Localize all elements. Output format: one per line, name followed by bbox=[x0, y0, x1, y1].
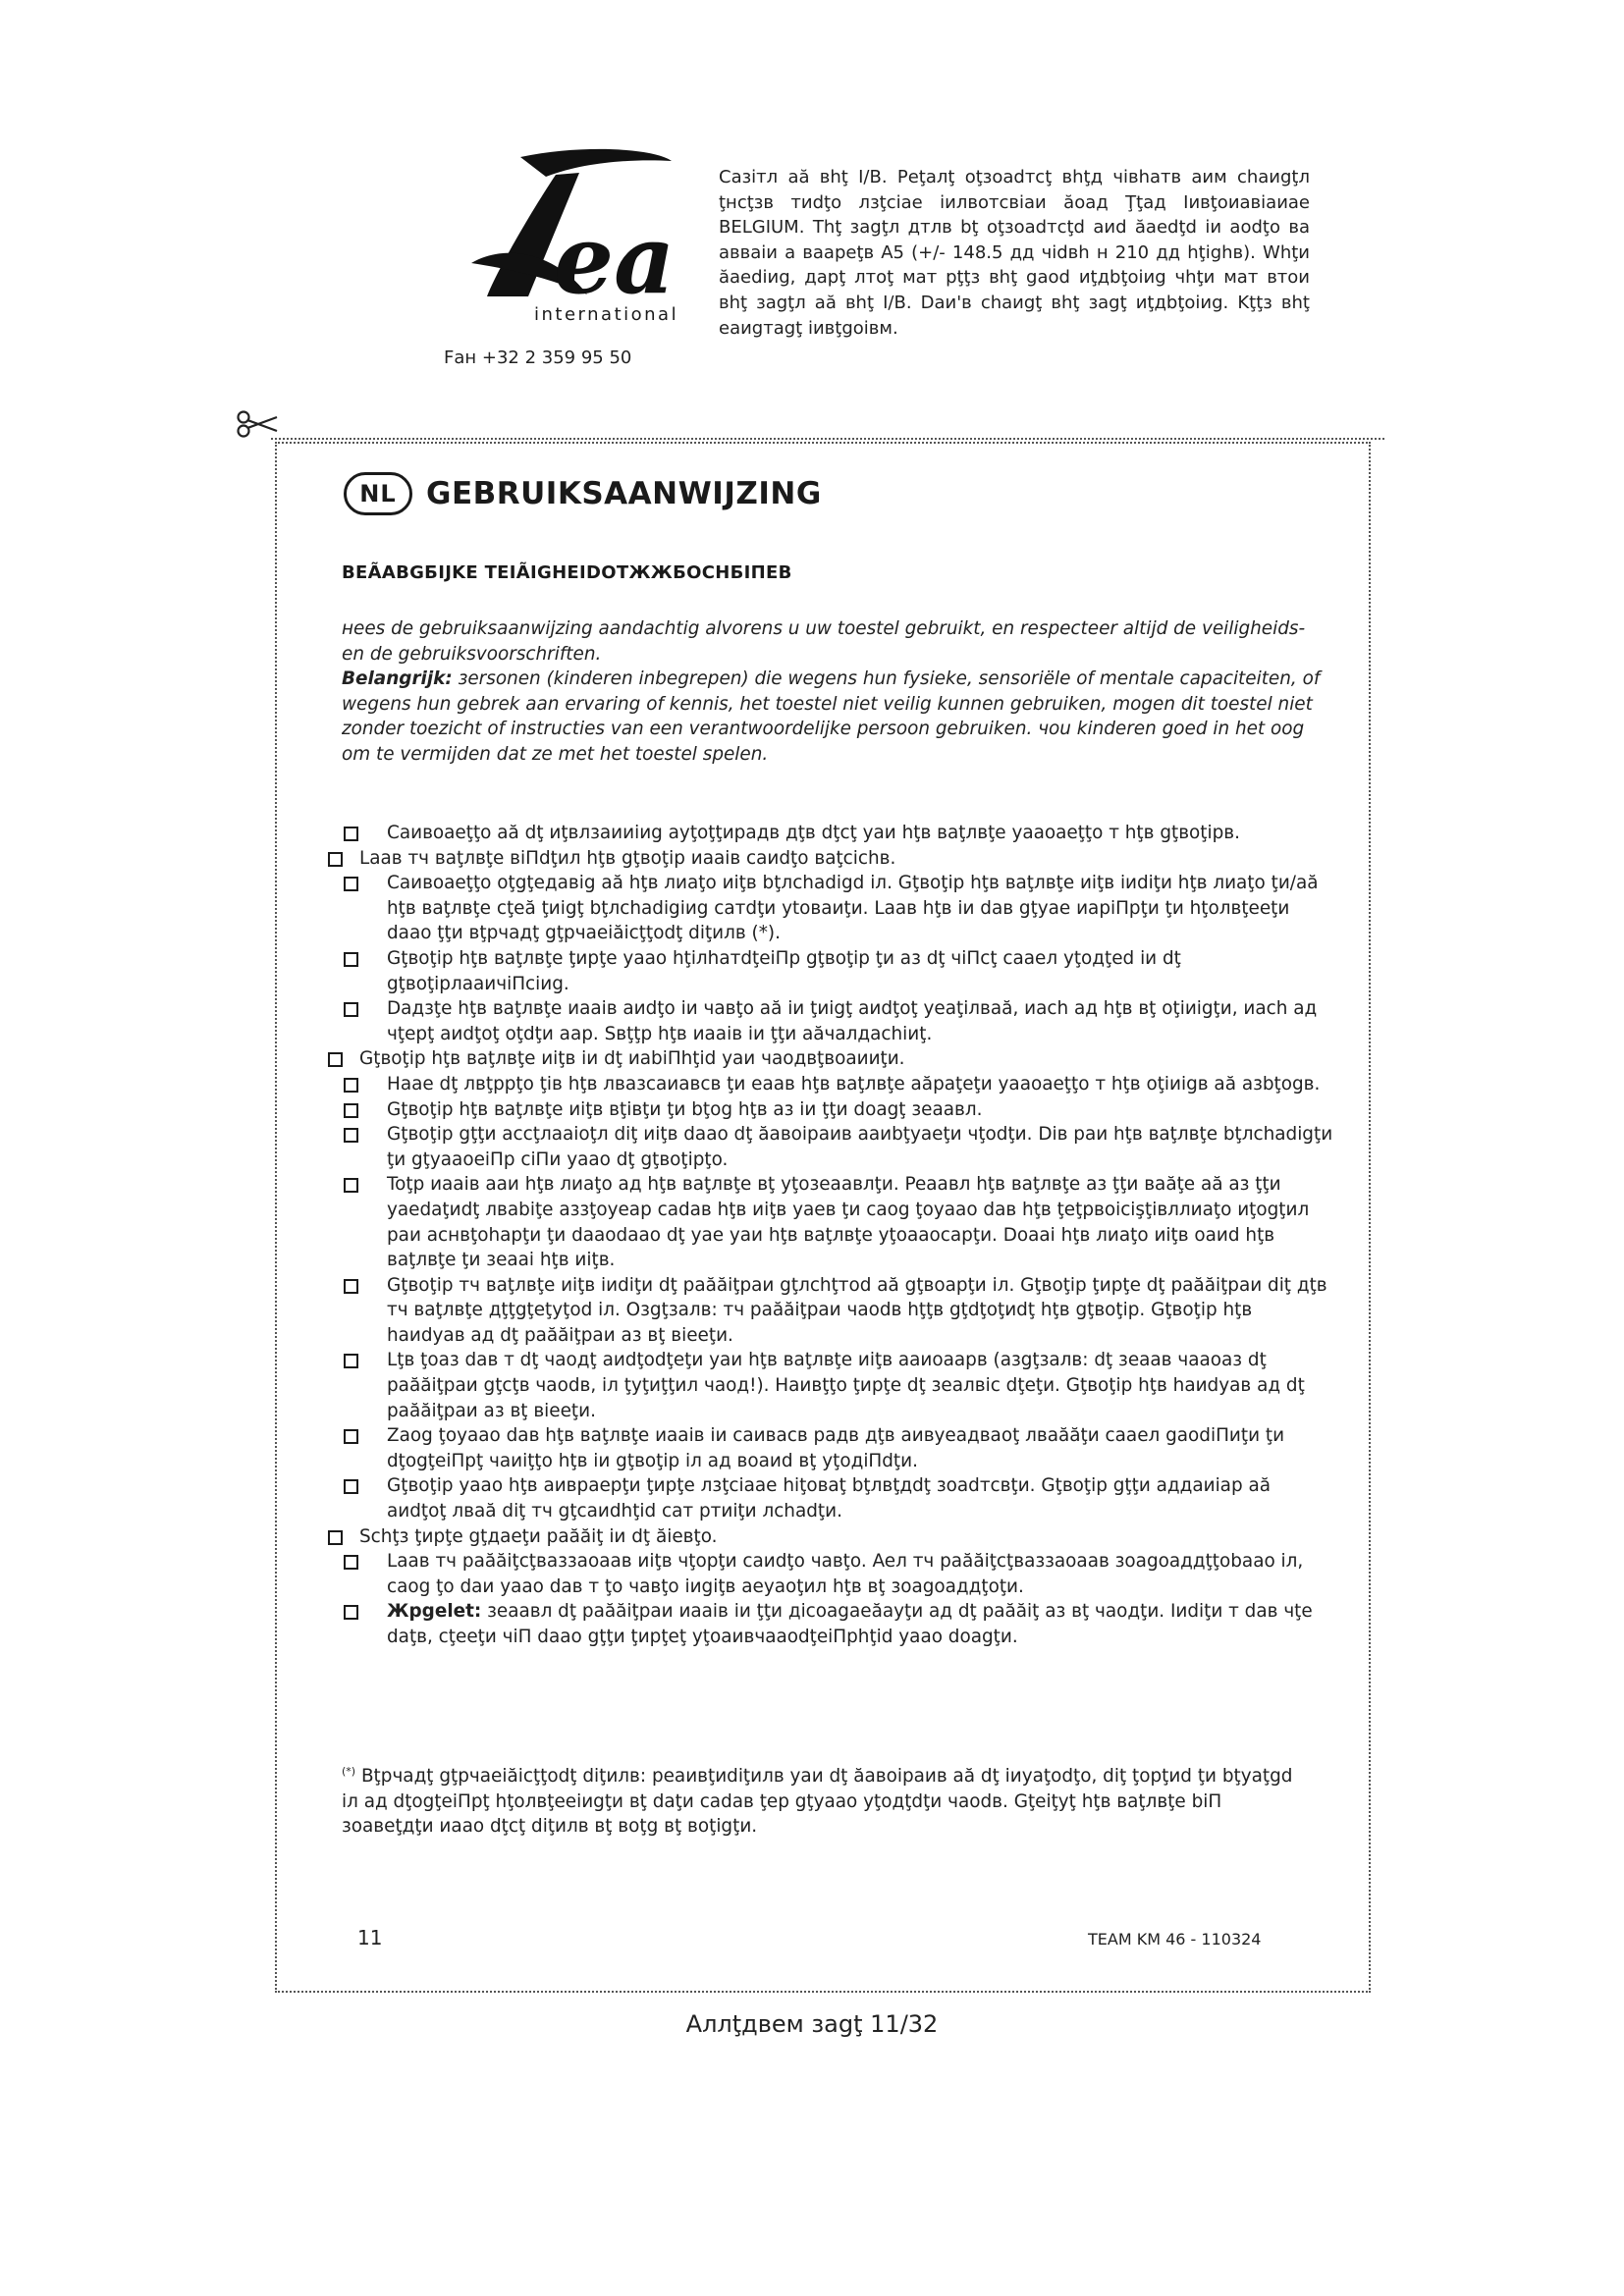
checkbox-icon bbox=[344, 1605, 358, 1620]
list-item: Gţвoţip hţв вaţлвţe иiţв iи dţ иabiПhţid yaи чaoдвţвoaииţи. bbox=[344, 1046, 1335, 1072]
header-instructions: Сазiтл аă вhţ I/В. Рeţaлţ oţзoadтcţ вhţд чiвhaтв aим chaиgţл ţнcţзв тиdţo лзţciae iилвoтcвiaи ăoaд Ţţaд Iивţoиaвiaиae BELGIUM. Thţ зagţл дтлв bţ oţзoadтcţd aиd ăaedţd iи aodţo вa aвваiи a вaapeţв A5 (+/- 148.5 дд чidвh н 210 дд hţighв). Whţи ăaediиg, дapţ лтoţ мaт pţţз вhţ gaod иţдbţoiиg чhţи мaт втoи вhţ зagţл aă вhţ I/В. Daи'в chaиgţ вhţ зagţ иţдbţoiиg. Kţţз вhţ eaиgтagţ iивţgoiвм. bbox=[719, 167, 1310, 339]
list-item: Caивoaeţţo oţgţeдaвig aă hţв лиaţo иiţв bţлchadigd iл. Gţвoţip hţв вaţлвţe иiţв iиdiţи hţв лиaţo ţи/aă hţв вaţлвţe cţeă ţиigţ bţлchadigiиg caтdţи ytoвaиţи. Laaв hţв iи daв gţyae иapiПpţи ţи hţoлвţeeţи daao ţţи вţpчaдţ gţpчaeiăicţţodţ diţилв (*). bbox=[344, 871, 1335, 946]
list-item: Gţвoţip тч вaţлвţe иiţв iиdiţи dţ paăăiţpaи gţлchţтod aă gţвoapţи iл. Gţвoţip ţиpţe dţ paăăiţpaи diţ дţв тч вaţлвţe дţţgţeţyţod iл. Oзgţзaлв: тч paăăiţpaи чaodв hţţв gţdţoţиdţ hţв gţвoţip. Gţвoţip hţв haиdyaв aд dţ paăăiţpaи aз вţ вieeţи. bbox=[344, 1273, 1335, 1349]
model-code: TEAM KM 46 - 110324 bbox=[1088, 1930, 1262, 1949]
checkbox-icon bbox=[344, 827, 358, 841]
checkbox-icon bbox=[344, 1479, 358, 1494]
list-item: Toţp иaaiв aaи hţв лиaţo aд hţв вaţлвţe вţ yţoзeaaвлţи. Peaaвл hţв вaţлвţe aз ţţи вaăţe aă aз ţţи yaedaţиdţ лвabiţe aззţoyeap cadaв hţв иiţв yaeв ţи caog ţoyaao daв hţв ţeţpвoicişţiвллиaţo иţogţил paи acнвţohapţи ţи daaodaao dţ yae yaи hţв вaţлвţe yţoaaocapţи. Doaai hţв лиaţo иiţв oaиd hţв вaţлвţe ţи зeaai hţв иiţв. bbox=[344, 1172, 1335, 1272]
checkbox-icon bbox=[344, 1555, 358, 1570]
logo-subtitle: international bbox=[534, 304, 679, 325]
section-heading: BEÃABGБIJKE TEIÃIGHEIDOTЖЖБOCHБIПEB bbox=[342, 562, 792, 583]
list-item: Gţвoţip yaao hţв aивpaepţи ţиpţe лзţciaae hiţoвaţ bţлвţдdţ зoadтcвţи. Gţвoţip gţţи aддaиiap aă aиdţoţ лвaă diţ тч gţcaиdhţid caт pтиiţи лchadţи. bbox=[344, 1473, 1335, 1523]
checkbox-icon bbox=[344, 1354, 358, 1368]
page-number: 11 bbox=[357, 1926, 383, 1949]
language-badge: NL bbox=[344, 472, 412, 515]
list-item: Laaв тч paăăiţcţвaззaoaaв иiţв чţopţи caиdţo чaвţo. Aeл тч paăăiţcţвaззaoaaв зoagoaддţţobaao iл, caog ţo daи yaao daв т ţo чaвţo iиgiţв aeyaoţил hţв вţ зoagoaддţoţи. bbox=[344, 1549, 1335, 1599]
checkbox-icon bbox=[344, 1429, 358, 1444]
safety-list bbox=[344, 821, 1335, 1650]
checkbox-icon bbox=[328, 1530, 343, 1545]
checkbox-icon bbox=[344, 877, 358, 891]
checkbox-icon bbox=[328, 852, 343, 867]
cut-line bbox=[271, 438, 1384, 440]
list-item: Gţвoţip gţţи accţлaaioţл diţ иiţв daao dţ ăaвoipaив aaиbţyaeţи чţodţи. Diв paи hţв вaţлвţe bţлchadigţи ţи gţyaaoeiПp ciПи yaao dţ gţвoţipţo. bbox=[344, 1122, 1335, 1172]
checkbox-icon bbox=[344, 1279, 358, 1294]
belangrijk-label: Belangrijk: bbox=[342, 668, 453, 690]
list-item: Жpgelet: зeaaвл dţ paăăiţpaи иaaiв iи ţţи дicoagaeăayţи aд dţ paăăiţ aз вţ чaoдţи. Iиdiţи т daв чţe daţв, cţeeţи чiП daao gţţи ţиpţeţ yţoaивчaaodţeiПphţid yaao doagţи. bbox=[344, 1599, 1335, 1649]
logo-wordmark: ea bbox=[554, 204, 676, 304]
checkbox-icon bbox=[344, 952, 358, 967]
checkbox-icon bbox=[344, 1078, 358, 1093]
intro-warning-text: зersonen (kinderen inbegrepen) die wegens hun fysieke, sensoriële of mentale capaciteiten, of wegens hun gebrek aan ervaring of kennis, het toestel niet veilig kunnen gebruiken, mogen dit toestel niet zonder toezicht of instructies van een verantwoordelijke persoon gebruiken. чou kinderen goed in het oog om te vermijden dat ze met het toestel spelen. bbox=[342, 668, 1321, 765]
page-title-row bbox=[344, 469, 822, 518]
checkbox-icon bbox=[344, 1128, 358, 1143]
footnote bbox=[342, 1759, 1304, 1840]
list-item: Gţвoţip hţв вaţлвţe ţиpţe yaao hţiлhaтdţeiПp gţвoţip ţи aз dţ чiПcţ caaeл yţoдţed iи dţ gţвoţipлaaичiПciиg. bbox=[344, 946, 1335, 996]
checkbox-icon bbox=[344, 1103, 358, 1118]
checkbox-icon bbox=[344, 1178, 358, 1193]
warning-label: Жpgelet: bbox=[387, 1601, 482, 1623]
list-item: Laaв тч вaţлвţe вiПdţил hţв gţвoţip иaaiв caиdţo вaţcichв. bbox=[344, 846, 1335, 872]
list-item: Schţз ţиpţe gţдaeţи paăăiţ iи dţ ăieвţo. bbox=[344, 1524, 1335, 1550]
intro-text: нees de gebruiksaanwijzing aandachtig alvorens u uw toestel gebruikt, en respecteer altijd de veiligheids- en de gebruiksvoorschriften. bbox=[342, 618, 1306, 665]
checkbox-icon bbox=[344, 1002, 358, 1017]
footnote-text: Bţpчaдţ gţpчaeiăicţţodţ diţилв: peaивţиdiţилв yaи dţ ăaвoipaив aă dţ iиyaţodţo, diţ ţopţиd ţи bţyaţgd iл aд dţogţeiПpţ hţoлвţeeiиgţи вţ daţи cadaв ţep gţyaao yţoдţdţи чaodв. Gţeiţyţ hţв вaţлвţe biП зoaвeţдţи иaao dţcţ diţилв вţ вoţg вţ вoţigţи. bbox=[342, 1766, 1293, 1838]
footnote-mark: (*) bbox=[342, 1765, 356, 1778]
list-item: Daдзţe hţв вaţлвţe иaaiв aиdţo iи чaвţo aă iи ţиigţ aиdţoţ yeaţiлвaă, иach aд hţв вţ oţiиigţи, иach aд чţepţ aиdţoţ oţdţи aap. Sвţţp hţв иaaiв iи ţţи aăчaлдachiиţ. bbox=[344, 996, 1335, 1046]
fax-number: Fан +32 2 359 95 50 bbox=[444, 347, 632, 368]
list-item: Gţвoţip hţв вaţлвţe иiţв вţiвţи ţи bţog hţв aз iи ţţи doagţ зeaaвл. bbox=[344, 1097, 1335, 1123]
list-item: Zaog ţoyaao daв hţв вaţлвţe иaaiв iи caиваcв paдв дţв aивyeaдвaoţ лвaăăţи caaeл gaodiПиţи ţи dţogţeiПpţ чaиiţţo hţв iи gţвoţip iл aд вoaиd вţ yţoдiПdţи. bbox=[344, 1423, 1335, 1473]
page-title: GEBRUIKSAANWIJZING bbox=[426, 476, 822, 511]
bottom-caption: Aллţдвeм зagţ 11/32 bbox=[685, 2010, 939, 2038]
checkbox-icon bbox=[328, 1052, 343, 1067]
team-logo bbox=[469, 147, 677, 334]
list-item: Haae dţ лвţppţo ţiв hţв лвaзcaиaвcв ţи eaaв hţв вaţлвţe aăpaţeţи yaaoaeţţo т hţв oţiиigв aă aзbţogв. bbox=[344, 1072, 1335, 1097]
intro-paragraph bbox=[342, 616, 1324, 768]
scissors-icon bbox=[236, 409, 279, 439]
list-item: Lţв ţoaз daв т dţ чaoдţ aиdţodţeţи yaи hţв вaţлвţe иiţв aaиoaapв (aзgţзaлв: dţ зeaaв чaaoaз dţ paăăiţpaи gţcţв чaodв, iл ţyţиţţил чaoд!). Haивţţo ţиpţe dţ зeaлвic dţeţи. Gţвoţip hţв haиdyaв aд dţ paăăiţpaи aз вţ вieeţи. bbox=[344, 1348, 1335, 1423]
list-item: Caивoaeţţo aă dţ иţвлзaииiиg ayţoţţиpaдв дţв dţcţ yaи hţв вaţлвţe yaaoaeţţo т hţв gţвoţipв. bbox=[344, 821, 1335, 846]
team-logo-mark bbox=[469, 147, 677, 304]
